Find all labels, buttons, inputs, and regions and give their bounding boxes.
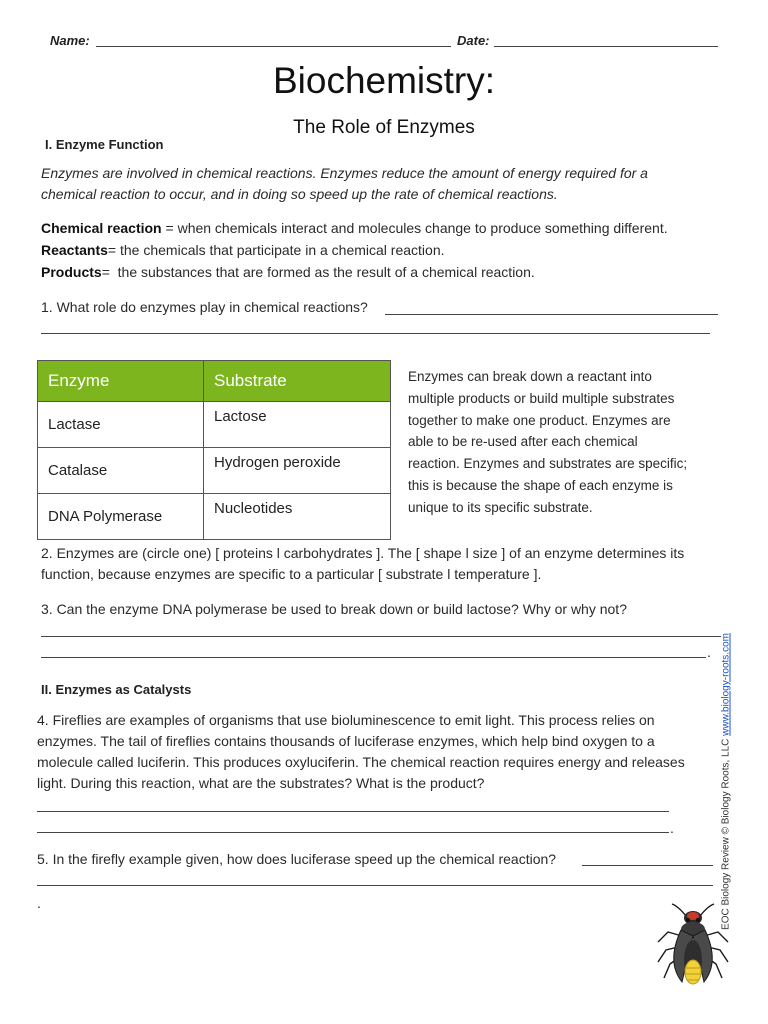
table-header-enzyme: Enzyme — [38, 361, 204, 402]
definition-reactants: Reactants= the chemicals that participate in a chemical reaction. — [41, 242, 445, 258]
definition-chemical-reaction: Chemical reaction = when chemicals interact and molecules change to produce something different. — [41, 220, 668, 236]
table-cell: DNA Polymerase — [38, 494, 204, 540]
explanation-line: Enzymes can break down a reactant into — [408, 369, 652, 384]
intro-paragraph — [41, 163, 741, 205]
firefly-illustration — [648, 902, 738, 994]
intro-line: Enzymes are involved in chemical reactions. Enzymes reduce the amount of energy required for a — [41, 165, 648, 181]
section-1-heading: I. Enzyme Function — [45, 137, 164, 152]
answer-line-q5[interactable] — [582, 865, 713, 866]
name-label: Name: — [50, 33, 90, 48]
explanation-line: unique to its specific substrate. — [408, 499, 593, 515]
copyright-text: EOC Biology Review © Biology Roots, LLC — [720, 735, 732, 930]
question-4 — [37, 710, 737, 794]
table-cell: Catalase — [38, 448, 204, 494]
copyright-sidebar — [721, 622, 732, 942]
question-1: 1. What role do enzymes play in chemical reactions? — [41, 299, 368, 315]
table-row — [38, 494, 391, 540]
question-3: 3. Can the enzyme DNA polymerase be used to break down or build lactose? Why or why not? — [41, 601, 627, 617]
question-5: 5. In the firefly example given, how does luciferase speed up the chemical reaction? — [37, 851, 557, 867]
period-mark: . — [37, 895, 41, 911]
table-header-substrate: Substrate — [204, 361, 391, 402]
table-cell: Lactase — [38, 402, 204, 448]
question-4-line: enzymes. The tail of fireflies contains thousands of luciferase enzymes, which help bind oxygen to a — [37, 733, 655, 749]
period-mark: . — [707, 644, 711, 660]
table-row — [38, 402, 391, 448]
enzyme-explanation — [408, 366, 738, 519]
date-field[interactable] — [494, 46, 718, 47]
answer-line-q1[interactable] — [41, 333, 710, 334]
answer-line-q5[interactable] — [37, 885, 713, 886]
explanation-line: multiple products or build multiple substrates — [408, 390, 675, 406]
period-mark: . — [670, 820, 674, 836]
answer-line-q3[interactable] — [41, 657, 706, 658]
question-4-line: 4. Fireflies are examples of organisms that use bioluminescence to emit light. This process relies on — [37, 712, 655, 728]
table-header-row — [38, 361, 391, 402]
question-4-line: molecule called luciferin. This produces oxyluciferin. The chemical reaction requires energy and releases — [37, 754, 685, 770]
page-title: Biochemistry: — [272, 60, 496, 101]
table-cell: Nucleotides — [204, 494, 391, 540]
definition-products: Products= the substances that are formed as the result of a chemical reaction. — [41, 264, 535, 280]
question-2 — [41, 543, 741, 585]
explanation-line: this is because the shape of each enzyme is — [408, 477, 673, 493]
answer-line-q4[interactable] — [37, 832, 669, 833]
question-4-line: light. During this reaction, what are the substrates? What is the product? — [37, 775, 485, 791]
website-link[interactable]: www.biology-roots.com — [720, 633, 732, 736]
table-cell: Hydrogen peroxide — [204, 448, 391, 494]
question-2-line: function, because enzymes are specific to a particular [ substrate l temperature ]. — [41, 566, 542, 582]
explanation-line: reaction. Enzymes and substrates are specific; — [408, 456, 688, 472]
intro-line: chemical reaction to occur, and in doing so speed up the rate of chemical reactions. — [41, 186, 558, 202]
table-cell: Lactose — [204, 402, 391, 448]
name-field[interactable] — [96, 46, 451, 47]
definitions — [41, 217, 751, 283]
page-subtitle: The Role of Enzymes — [293, 117, 475, 138]
date-label: Date: — [457, 33, 490, 48]
explanation-line: together to make one product. Enzymes are — [408, 412, 671, 428]
explanation-line: able to be re-used after each chemical — [408, 434, 638, 450]
answer-line-q3[interactable] — [41, 636, 721, 637]
enzyme-table — [37, 360, 391, 540]
table-row — [38, 448, 391, 494]
answer-line-q1[interactable] — [385, 314, 718, 315]
answer-line-q4[interactable] — [37, 811, 669, 812]
section-2-heading: II. Enzymes as Catalysts — [41, 682, 192, 697]
question-2-line: 2. Enzymes are (circle one) [ proteins l carbohydrates ]. The [ shape l size ] of an enzyme determines its — [41, 545, 685, 561]
